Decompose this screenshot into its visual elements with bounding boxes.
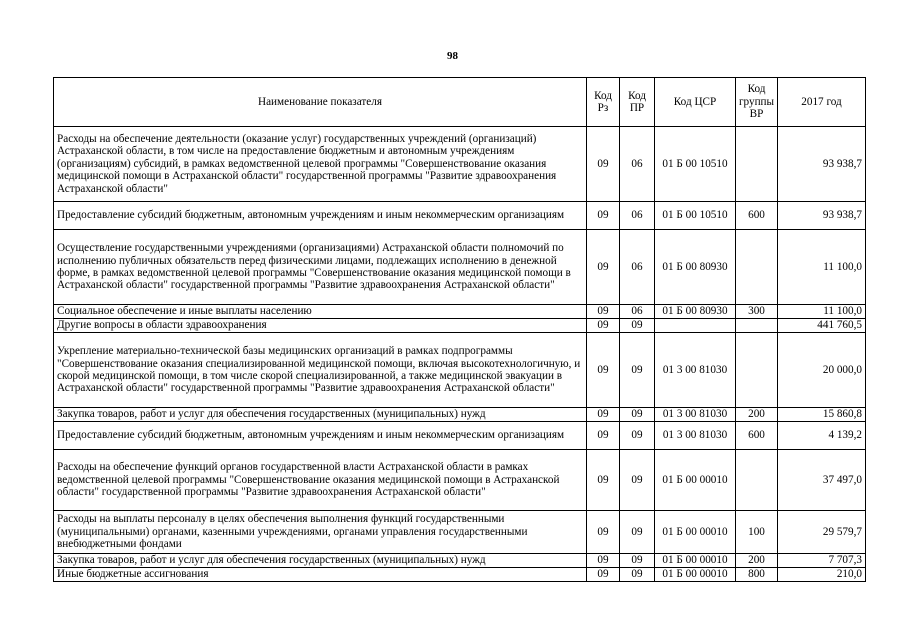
row-amount: 441 760,5: [778, 319, 866, 333]
row-csr: 01 Б 00 80930: [655, 305, 736, 319]
row-name: Осуществление государственными учреждениями (организациями) Астраханской области полномочий по исполнению публичных обязательств перед физическими лицами, подлежащих исполнению в денежной форме, в рамках ведомственной целевой программы "Совершенствование оказания медицинской помощи в Астраханской области" государственной программы "Развитие здравоохранения Астраханской области": [54, 230, 587, 305]
row-vr: 300: [736, 305, 778, 319]
budget-table: [53, 77, 866, 582]
row-vr: 200: [736, 408, 778, 422]
row-rz: 09: [587, 408, 620, 422]
table-row: [54, 554, 866, 568]
row-pr: 06: [620, 202, 655, 230]
header-vr: Код группы ВР: [736, 78, 778, 127]
row-csr: 01 Б 00 00010: [655, 554, 736, 568]
row-pr: 06: [620, 305, 655, 319]
header-pr: Код ПР: [620, 78, 655, 127]
table-row: [54, 305, 866, 319]
row-pr: 09: [620, 319, 655, 333]
row-amount: 93 938,7: [778, 202, 866, 230]
row-csr: 01 Б 00 00010: [655, 450, 736, 511]
table-row: [54, 408, 866, 422]
row-csr: 01 Б 00 10510: [655, 127, 736, 202]
table-row: [54, 202, 866, 230]
row-csr: 01 Б 00 00010: [655, 568, 736, 582]
row-pr: 06: [620, 127, 655, 202]
row-rz: 09: [587, 305, 620, 319]
row-rz: 09: [587, 333, 620, 408]
table-row: [54, 127, 866, 202]
row-vr: [736, 319, 778, 333]
row-rz: 09: [587, 127, 620, 202]
row-amount: 7 707,3: [778, 554, 866, 568]
table-row: [54, 333, 866, 408]
row-name: Закупка товаров, работ и услуг для обеспечения государственных (муниципальных) нужд: [54, 554, 587, 568]
row-name: Предоставление субсидий бюджетным, автономным учреждениям и иным некоммерческим организациям: [54, 202, 587, 230]
row-pr: 09: [620, 422, 655, 450]
table-row: [54, 511, 866, 554]
row-pr: 09: [620, 408, 655, 422]
row-amount: 37 497,0: [778, 450, 866, 511]
row-vr: [736, 450, 778, 511]
row-name: Закупка товаров, работ и услуг для обеспечения государственных (муниципальных) нужд: [54, 408, 587, 422]
row-vr: 800: [736, 568, 778, 582]
header-name: Наименование показателя: [54, 78, 587, 127]
row-name: Расходы на обеспечение функций органов государственной власти Астраханской области в рамках ведомственной целевой программы "Совершенствование оказания медицинской помощи в Астраханской области" государственной программы "Развитие здравоохранения Астраханской области": [54, 450, 587, 511]
table-row: [54, 422, 866, 450]
table-row: [54, 568, 866, 582]
row-rz: 09: [587, 230, 620, 305]
row-csr: 01 Б 00 10510: [655, 202, 736, 230]
row-csr: 01 3 00 81030: [655, 422, 736, 450]
row-rz: 09: [587, 450, 620, 511]
row-rz: 09: [587, 511, 620, 554]
row-name: Расходы на выплаты персоналу в целях обеспечения выполнения функций государственными (муниципальными) органами, казенными учреждениями, органами управления государственными внебюджетными фондами: [54, 511, 587, 554]
table-row: [54, 450, 866, 511]
row-csr: [655, 319, 736, 333]
row-rz: 09: [587, 202, 620, 230]
row-amount: 11 100,0: [778, 305, 866, 319]
row-name: Укрепление материально-технической базы медицинских организаций в рамках подпрограммы "Совершенствование оказания специализированной медицинской помощи, включая высокотехнологичную, и скорой медицинской помощи, в том числе скорой специализированной, а также медицинской эвакуации в Астраханской области" государственной программы "Развитие здравоохранения Астраханской области": [54, 333, 587, 408]
header-csr: Код ЦСР: [655, 78, 736, 127]
row-pr: 09: [620, 568, 655, 582]
header-rz: Код Рз: [587, 78, 620, 127]
row-pr: 06: [620, 230, 655, 305]
row-name: Предоставление субсидий бюджетным, автономным учреждениям и иным некоммерческим организациям: [54, 422, 587, 450]
header-year: 2017 год: [778, 78, 866, 127]
table-header-row: [54, 78, 866, 127]
row-amount: 4 139,2: [778, 422, 866, 450]
row-name: Социальное обеспечение и иные выплаты населению: [54, 305, 587, 319]
row-pr: 09: [620, 511, 655, 554]
row-rz: 09: [587, 422, 620, 450]
row-amount: 11 100,0: [778, 230, 866, 305]
row-name: Расходы на обеспечение деятельности (оказание услуг) государственных учреждений (организаций) Астраханской области, в том числе на предоставление бюджетным и автономным учреждениям (организациям) субсидий, в рамках ведомственной целевой программы "Совершенствование оказания медицинской помощи в Астраханской области" государственной программы "Развитие здравоохранения Астраханской области": [54, 127, 587, 202]
row-vr: 200: [736, 554, 778, 568]
row-pr: 09: [620, 554, 655, 568]
page-number: 98: [447, 50, 458, 62]
row-name: Иные бюджетные ассигнования: [54, 568, 587, 582]
row-amount: 93 938,7: [778, 127, 866, 202]
row-amount: 15 860,8: [778, 408, 866, 422]
row-rz: 09: [587, 554, 620, 568]
row-csr: 01 3 00 81030: [655, 333, 736, 408]
row-csr: 01 Б 00 00010: [655, 511, 736, 554]
row-amount: 210,0: [778, 568, 866, 582]
table-row: [54, 230, 866, 305]
row-vr: 600: [736, 422, 778, 450]
row-name: Другие вопросы в области здравоохранения: [54, 319, 587, 333]
row-vr: 100: [736, 511, 778, 554]
row-pr: 09: [620, 450, 655, 511]
row-csr: 01 3 00 81030: [655, 408, 736, 422]
row-rz: 09: [587, 568, 620, 582]
row-csr: 01 Б 00 80930: [655, 230, 736, 305]
row-vr: [736, 333, 778, 408]
row-vr: [736, 127, 778, 202]
row-pr: 09: [620, 333, 655, 408]
row-rz: 09: [587, 319, 620, 333]
row-amount: 20 000,0: [778, 333, 866, 408]
table-row: [54, 319, 866, 333]
row-amount: 29 579,7: [778, 511, 866, 554]
row-vr: 600: [736, 202, 778, 230]
row-vr: [736, 230, 778, 305]
